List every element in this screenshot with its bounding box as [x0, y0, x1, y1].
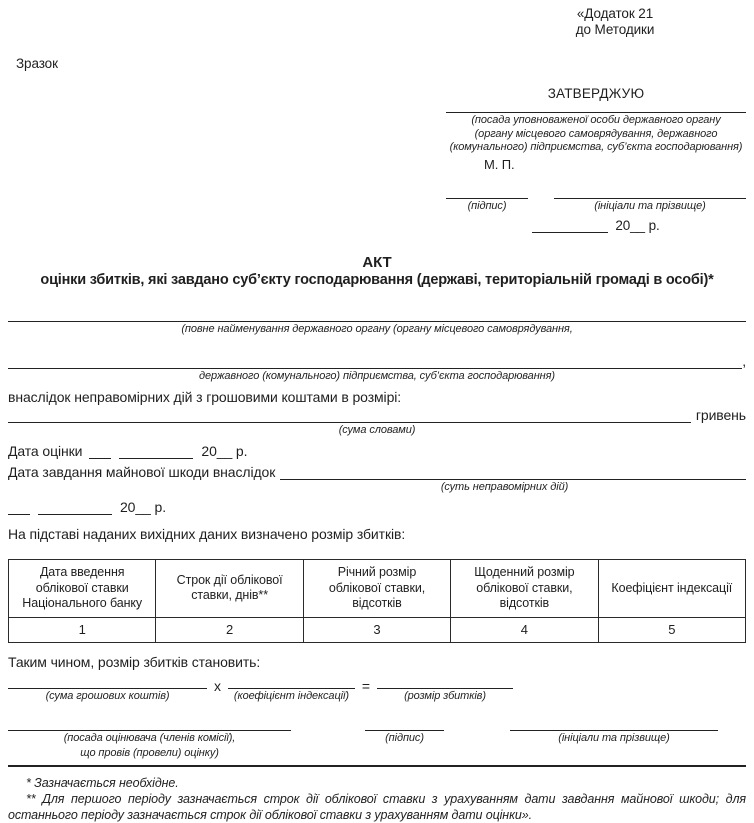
- table-col-number-5: 5: [598, 617, 745, 642]
- initials-col: [510, 717, 718, 746]
- approve-note-line-2: (органу місцевого самоврядування, державного: [474, 127, 718, 140]
- initials-label: (ініціали та прізвище): [558, 732, 670, 744]
- signature-label: (підпис): [467, 199, 507, 212]
- amount-blank-line: [8, 409, 691, 423]
- result-intro: Таким чином, розмір збитків становить:: [8, 653, 261, 670]
- initials-label: (ініціали та прізвище): [594, 199, 706, 212]
- appendix-line-1: «Додаток 21: [576, 6, 654, 21]
- footnotes: [8, 775, 746, 823]
- assessor-col: [8, 717, 291, 760]
- damage-cause-note: (суть неправомірних дій): [440, 480, 569, 493]
- formula-sum-col: [8, 674, 207, 704]
- appendix-line-2: до Методики: [575, 22, 655, 37]
- appendix-reference: [540, 6, 690, 38]
- org-name-note-2: державного (комунального) підприємства, суб’єкта господарювання): [199, 369, 555, 382]
- initials-blank-line: [510, 717, 718, 731]
- damage-year-text: 20__ р.: [120, 499, 167, 515]
- damage-year-row: [8, 499, 746, 515]
- approve-date-row: [446, 218, 746, 233]
- loss-formula: [8, 674, 746, 704]
- day-blank-2: [8, 501, 30, 515]
- approve-notes: [446, 114, 746, 155]
- month-blank-2: [38, 501, 112, 515]
- currency-label: гривень: [695, 407, 746, 423]
- damage-date-row: [8, 464, 746, 480]
- approve-signature-row: [446, 186, 746, 214]
- amount-row: [8, 407, 746, 423]
- table-header-rate-date: Дата введення облікової ставки Національного банку: [9, 560, 156, 618]
- table-header-daily-rate: Щоденний розмір облікової ставки, відсотків: [451, 560, 598, 618]
- damage-date-label: Дата завдання майнової шкоди внаслідок: [8, 463, 276, 480]
- month-blank: [119, 445, 193, 459]
- sample-label: Зразок: [16, 56, 58, 71]
- approve-heading: ЗАТВЕРДЖУЮ: [547, 86, 645, 101]
- act-title: АКТ: [362, 254, 392, 271]
- sign-blank-line: [365, 717, 444, 731]
- table-header-row: [9, 560, 746, 618]
- equals-sign: =: [361, 677, 370, 694]
- table-col-number-1: 1: [9, 617, 156, 642]
- assessment-date-label: Дата оцінки: [8, 442, 83, 459]
- footnote-separator-rule: [8, 765, 746, 767]
- table-header-annual-rate: Річний розмір облікової ставки, відсотків: [303, 560, 450, 618]
- footnote-2: ** Для першого періоду зазначається строк дії облікової ставки з урахуванням дати завдання майнової шкоди; для останнього періоду зазначається строк дії облікової ставки з урахуванням дати оцінки».: [8, 792, 746, 822]
- org-name-note-1: (повне найменування державного органу (органу місцевого самоврядування,: [181, 323, 573, 335]
- damage-cause-blank: [280, 466, 746, 480]
- org-name-line-2-row: [8, 353, 746, 369]
- coef-blank-line: [228, 674, 355, 689]
- basis-text: На підставі наданих вихідних даних визначено розмір збитків:: [8, 526, 406, 542]
- org-name-line-2: [8, 355, 742, 369]
- table-col-number-2: 2: [156, 617, 303, 642]
- assessor-blank-line: [8, 717, 291, 731]
- signature-blank-line: [446, 186, 528, 199]
- footnote-1: * Зазначається необхідне.: [26, 776, 179, 790]
- loss-label: (розмір збитків): [404, 689, 486, 702]
- assessment-year-text: 20__ р.: [201, 442, 248, 459]
- table-header-rate-term: Строк дії облікової ставки, днів**: [156, 560, 303, 618]
- signature-gap: [528, 186, 554, 214]
- sum-in-words-note: (сума словами): [338, 424, 416, 436]
- assessor-label-line-1: (посада оцінювача (членів комісії),: [63, 732, 236, 744]
- due-to-text: внаслідок неправомірних дій з грошовими коштами в розмірі:: [8, 389, 402, 405]
- coef-label: (коефіцієнт індексації): [233, 689, 349, 702]
- sum-blank-line: [8, 674, 207, 689]
- day-blank: [89, 445, 111, 459]
- approve-initials-col: [554, 186, 746, 214]
- table-header-index-coef: Коефіцієнт індексації: [598, 560, 745, 618]
- table-col-number-4: 4: [451, 617, 598, 642]
- approve-signature-col: [446, 186, 528, 214]
- org-name-line-1: [8, 309, 746, 322]
- act-subtitle: оцінки збитків, які завдано суб’єкту господарювання (державі, територіальній громаді в особі)*: [40, 272, 714, 288]
- trailing-comma: ,: [742, 352, 746, 369]
- date-blank-line: [532, 219, 608, 233]
- table-col-number-3: 3: [303, 617, 450, 642]
- approve-position-line: [446, 101, 746, 113]
- stamp-placeholder: М. П.: [484, 156, 515, 172]
- assessment-date-row: [8, 443, 746, 459]
- multiply-sign: х: [214, 677, 221, 694]
- loss-blank-line: [377, 674, 513, 689]
- formula-coef-col: [228, 674, 355, 704]
- approve-note-line-3: (комунального) підприємства, суб’єкта господарювання): [449, 141, 743, 153]
- table-number-row: [9, 617, 746, 642]
- initials-blank-line: [554, 186, 746, 199]
- approve-block: [446, 86, 746, 233]
- approve-year-text: 20__ р.: [615, 218, 660, 233]
- assessor-label-line-2: що провів (провели) оцінку): [80, 746, 219, 759]
- bottom-signatures: [8, 717, 746, 760]
- sign-label: (підпис): [385, 732, 424, 744]
- rates-table: [8, 559, 746, 643]
- approve-note-line-1: (посада уповноваженої особи державного органу: [471, 114, 721, 126]
- formula-loss-col: [377, 674, 513, 704]
- sum-label: (сума грошових коштів): [45, 689, 170, 702]
- sign-col: [365, 717, 444, 746]
